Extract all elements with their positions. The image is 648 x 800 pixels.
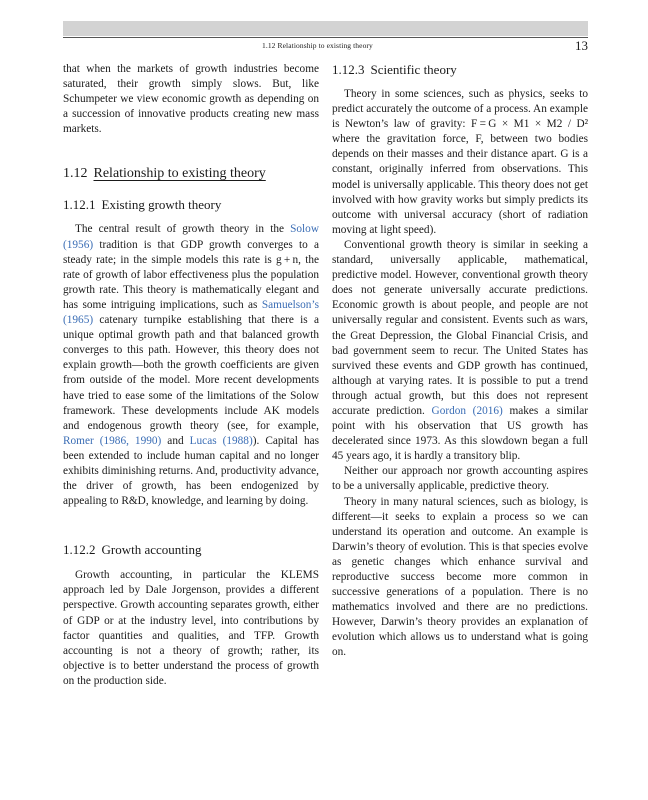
header-rule <box>63 37 588 38</box>
section-title: Relationship to existing theory <box>93 166 266 182</box>
natural-sciences-paragraph: Theory in many natural sciences, such as biology, is different—it seeks to explain a process so we can understand its operation and outcome. An example is Darwin’s theory of evolution. This is that species evolve as genetic changes which enhance survival and reproductive success become more common in successive generations of a population. There is no mathematics involved and there are no predictions. However, Darwin’s theory provides an explanation of evolution which allows us to understand what is going on. <box>332 495 588 659</box>
growth-accounting-paragraph: Growth accounting, in particular the KLEMS approach led by Dale Jorgenson, provides a different perspective. Growth accounting separates growth, either of GDP or at the industry level, into contributions by factor quantities and qualities, and TFP. Growth accounting is not a theory of growth; rather, its objective is to better understand the process of growth on the production side. <box>63 569 319 687</box>
scientific-theory-paragraph: Theory in some sciences, such as physics, seeks to predict accurately the outcome of a process. An example is Newton’s law of gravity: F = G × M1 × M2 / D² where the gravitation force, F, between two bodies depends on their masses and their distance apart. G is a constant, originally inferred from observations. This model is universally applicable. This theory does not get involved with how gravity works but simply predicts its outcome with universal accuracy (short of radiation moving at light speed). <box>332 88 588 236</box>
continuation-paragraph: that when the markets of growth industries become saturated, their growth simply slows. But, like Schumpeter we view economic growth as depending on a succession of innovative products creating new mass markets. <box>63 63 319 136</box>
citation-link-solow[interactable]: Solow (1956) <box>63 223 319 251</box>
text-run: catenary turnpike establishing that there is a unique optimal growth path and that balanced growth converges to this path. However, this theory does not explain growth—both the growth coefficients are given from outside of the model. More recent developments have tried to ease some of the limitations of the Solow framework. These developments include AK models and endogenous growth theory (see, for example, <box>63 314 319 432</box>
text-run: ). Capital has been extended to include human capital and no longer exhibits diminishing returns. And, productivity advance, the driver of growth, has been endogenized by appealing to R&D, knowledge, and learning by doing. <box>63 434 320 508</box>
neither-approach-paragraph: Neither our approach nor growth accounting aspires to be a universally applicable, predictive theory. <box>332 465 588 493</box>
subsection-number: 1.12.3 <box>332 62 365 77</box>
text-run: makes a similar point with his observation that US growth has decelerated since 1973. As this slowdown began a full 45 years ago, it is hardly a transitory blip. <box>332 404 588 463</box>
text-run: tradition is that GDP growth converges to a steady rate; in the simple models this rate is g + n, the rate of growth of labor effectiveness plus the population growth rate. This theory is mathematically elegant and has some intriguing implications, such as <box>63 238 319 311</box>
citation-link-lucas[interactable]: Lucas (1988) <box>189 434 253 447</box>
text-run: Conventional growth theory is similar in seeking a standard, universally applicable, mathematical, predictive model. However, conventional growth theory does not generate universally accurate predictions. Economic growth is about people, and people are not universally regular and consistent. Events such as wars, the Great Depression, the Global Financial Crisis, and bad government seem to recur. The United States has survived these events and GDP growth has continued, although at varying rates. It is possible to put a trend through actual growth, but this does not represent accurate prediction. <box>332 238 588 417</box>
left-column <box>63 62 319 689</box>
citation-link-gordon[interactable]: Gordon (2016) <box>431 404 503 417</box>
conventional-growth-paragraph <box>332 238 588 464</box>
right-column <box>332 62 588 661</box>
subsection-heading-growth-accounting <box>63 542 319 558</box>
subsection-heading-scientific-theory <box>332 62 588 78</box>
text-run: and <box>161 434 190 447</box>
citation-link-samuelson[interactable]: Samuelson’s (1965) <box>63 298 319 327</box>
citation-link-romer[interactable]: Romer (1986, 1990) <box>63 434 162 447</box>
section-number: 1.12 <box>63 166 88 182</box>
subsection-title: Scientific theory <box>370 62 457 77</box>
header-band <box>63 21 588 36</box>
subsection-title: Existing growth theory <box>101 197 222 213</box>
page-number: 13 <box>575 38 588 53</box>
subsection-title: Growth accounting <box>101 542 202 558</box>
existing-growth-paragraph <box>63 222 319 509</box>
subsection-number: 1.12.1 <box>63 197 96 213</box>
text-run: The central result of growth theory in the <box>75 223 291 236</box>
subsection-number: 1.12.2 <box>63 542 96 558</box>
running-head: 1.12 Relationship to existing theory <box>262 41 373 50</box>
section-heading <box>63 166 319 182</box>
subsection-heading-existing-growth-theory <box>63 197 319 213</box>
